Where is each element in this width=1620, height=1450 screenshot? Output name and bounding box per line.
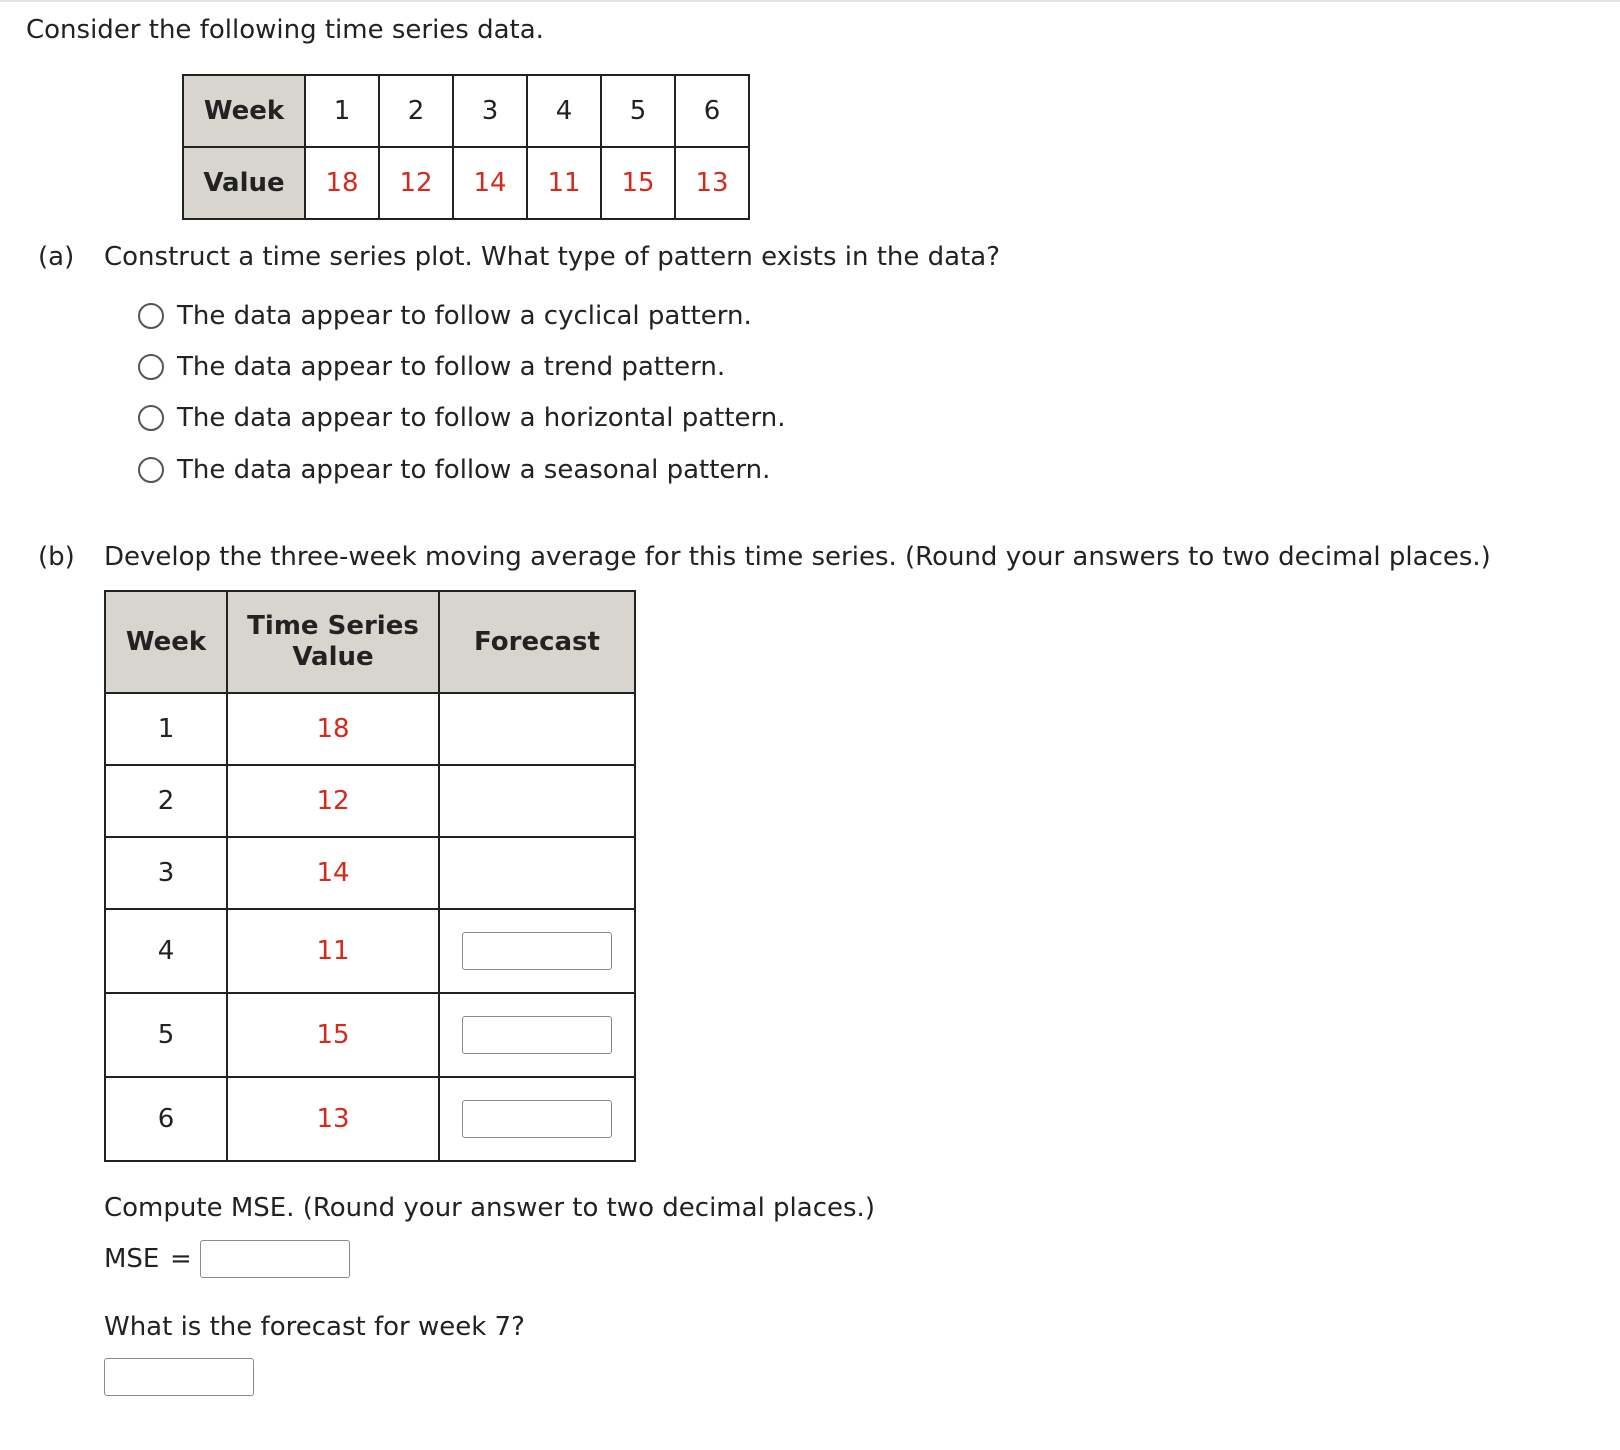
week-row (183, 75, 749, 147)
table-row (105, 693, 635, 765)
value-cell: 15 (601, 147, 675, 219)
forecast-input-week-6[interactable] (462, 1100, 612, 1138)
week-cell: 2 (105, 765, 227, 837)
option-label: The data appear to follow a cyclical pattern. (177, 301, 752, 331)
option-horizontal[interactable] (138, 401, 786, 435)
forecast-cell (439, 1077, 635, 1161)
week-cell: 4 (527, 75, 601, 147)
mse-label: MSE (104, 1244, 160, 1274)
mse-prompt: Compute MSE. (Round your answer to two decimal places.) (104, 1193, 875, 1223)
week-cell: 1 (105, 693, 227, 765)
forecast-input-week-4[interactable] (462, 932, 612, 970)
option-label: The data appear to follow a seasonal pattern. (177, 455, 771, 485)
table-row (105, 765, 635, 837)
table-row (105, 1077, 635, 1161)
time-series-data-table (182, 74, 750, 220)
week-cell: 1 (305, 75, 379, 147)
week7-prompt: What is the forecast for week 7? (104, 1312, 525, 1342)
value-cell: 13 (227, 1077, 439, 1161)
value-cell: 14 (453, 147, 527, 219)
value-cell: 18 (305, 147, 379, 219)
option-cyclical[interactable] (138, 299, 752, 333)
value-row (183, 147, 749, 219)
forecast-cell-empty (439, 765, 635, 837)
table-header-row (105, 591, 635, 693)
value-cell: 13 (675, 147, 749, 219)
part-a-question: Construct a time series plot. What type of pattern exists in the data? (104, 242, 1001, 272)
header-line: Time Series (247, 611, 419, 641)
time-series-value-column-header (227, 591, 439, 693)
value-cell: 15 (227, 993, 439, 1077)
option-label: The data appear to follow a trend pattern. (177, 352, 726, 382)
table-row (105, 837, 635, 909)
value-cell: 11 (227, 909, 439, 993)
radio-button[interactable] (138, 405, 164, 431)
table-row (105, 993, 635, 1077)
week-cell: 2 (379, 75, 453, 147)
week-column-header: Week (105, 591, 227, 693)
week-cell: 6 (675, 75, 749, 147)
week-cell: 3 (105, 837, 227, 909)
week7-forecast-input[interactable] (104, 1358, 254, 1396)
value-cell: 12 (227, 765, 439, 837)
radio-button[interactable] (138, 457, 164, 483)
radio-button[interactable] (138, 354, 164, 380)
value-cell: 11 (527, 147, 601, 219)
value-cell: 18 (227, 693, 439, 765)
week-cell: 5 (601, 75, 675, 147)
part-a-label: (a) (38, 242, 75, 272)
option-label: The data appear to follow a horizontal pattern. (177, 403, 786, 433)
week-row-header: Week (183, 75, 305, 147)
forecast-cell (439, 909, 635, 993)
value-cell: 12 (379, 147, 453, 219)
forecast-cell (439, 993, 635, 1077)
option-seasonal[interactable] (138, 453, 770, 487)
value-row-header: Value (183, 147, 305, 219)
top-divider (0, 0, 1620, 2)
intro-text: Consider the following time series data. (26, 15, 544, 45)
forecast-cell-empty (439, 693, 635, 765)
forecast-column-header: Forecast (439, 591, 635, 693)
value-cell: 14 (227, 837, 439, 909)
week-cell: 6 (105, 1077, 227, 1161)
table-row (105, 909, 635, 993)
header-line: Value (292, 642, 374, 672)
mse-equals: = (170, 1244, 192, 1274)
forecast-input-week-5[interactable] (462, 1016, 612, 1054)
week-cell: 3 (453, 75, 527, 147)
week-cell: 5 (105, 993, 227, 1077)
forecast-cell-empty (439, 837, 635, 909)
option-trend[interactable] (138, 350, 725, 384)
part-b-label: (b) (38, 542, 75, 572)
mse-input[interactable] (200, 1240, 350, 1278)
radio-button[interactable] (138, 303, 164, 329)
part-b-question: Develop the three-week moving average for this time series. (Round your answers to two decimal places.) (104, 542, 1491, 572)
week-cell: 4 (105, 909, 227, 993)
moving-average-table (104, 590, 636, 1162)
